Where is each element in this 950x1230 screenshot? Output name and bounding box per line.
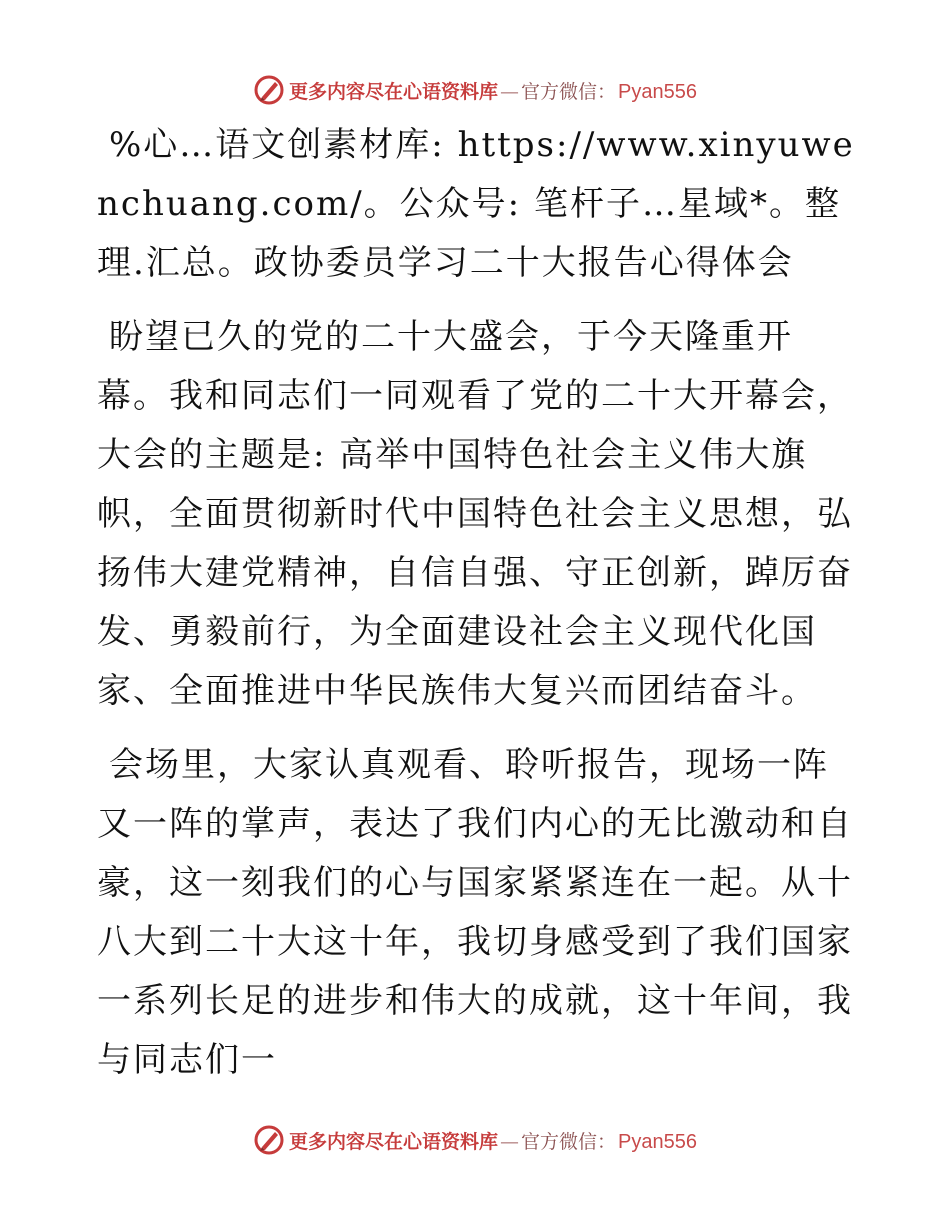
banner-official-label: 官方微信： [521, 80, 617, 103]
banner-text [289, 77, 697, 104]
paragraph-venue [97, 736, 857, 1090]
brush-logo-icon [253, 74, 285, 106]
banner-dash: — [500, 80, 520, 103]
paragraph-opening-text: 盼望已久的党的二十大盛会，于今天隆重开幕。我和同志们一同观看了党的二十大开幕会，大会的主题是: 高举中国特色社会主义伟大旗帜，全面贯彻新时代中国特色社会主义思想，弘扬伟大建党精神，自信自强、守正创新，踔厉奋发、勇毅前行，为全面建设社会主义现代化国家、全面推进中华民族伟大复兴而团结奋斗。 [97, 317, 853, 711]
paragraph-venue-text: 会场里，大家认真观看、聆听报告，现场一阵又一阵的掌声，表达了我们内心的无比激动和自豪，这一刻我们的心与国家紧紧连在一起。从十八大到二十大这十年，我切身感受到了我们国家一系列长足的进步和伟大的成就，这十年间，我与同志们一 [97, 745, 853, 1080]
banner-main-text: 更多内容尽在心语资料库 [289, 1130, 499, 1153]
banner-wechat-id: Pyan556 [618, 80, 697, 103]
document-body [97, 116, 857, 1090]
banner-main-text: 更多内容尽在心语资料库 [289, 80, 499, 103]
banner-wechat-id: Pyan556 [618, 1130, 697, 1153]
banner-text [289, 1127, 697, 1154]
banner-dash: — [500, 1130, 520, 1153]
paragraph-intro-text: %心…语文创素材库: https://www.xinyuwenchuang.com/。公众号: 笔杆子…星域*。整理.汇总。政协委员学习二十大报告心得体会 [97, 125, 855, 283]
paragraph-opening [97, 308, 857, 721]
banner-official-label: 官方微信： [521, 1130, 617, 1153]
footer-watermark-banner [0, 1120, 950, 1160]
header-watermark-banner [0, 70, 950, 110]
brush-logo-icon [253, 1124, 285, 1156]
paragraph-intro [97, 116, 857, 293]
